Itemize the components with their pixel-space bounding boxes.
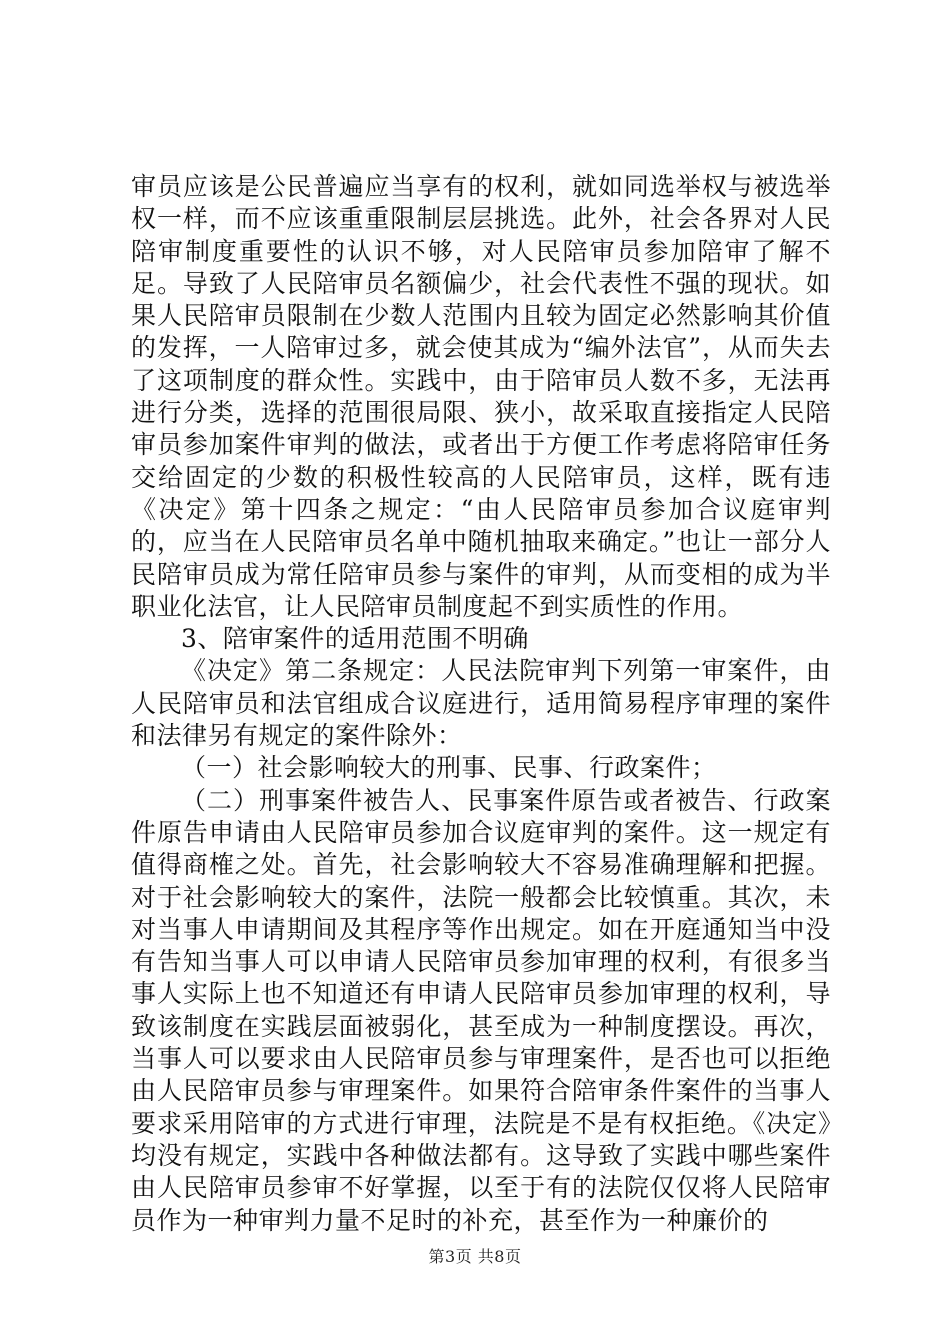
paragraph-2: 《决定》第二条规定：人民法院审判下列第一审案件，由人民陪审员和法官组成合议庭进行，适用简易程序审理的案件和法律另有规定的案件除外：: [131, 656, 831, 751]
page-footer: 第3页 共8页: [428, 1247, 522, 1266]
section-heading: 3、陪审案件的适用范围不明确: [181, 624, 529, 654]
document-body: [131, 171, 831, 1237]
list-item-1: （一）社会影响较大的刑事、民事、行政案件；: [181, 753, 717, 783]
paragraph-1: 审员应该是公民普遍应当享有的权利，就如同选举权与被选举权一样，而不应该重重限制层层挑选。此外，社会各界对人民陪审制度重要性的认识不够，对人民陪审员参加陪审了解不足。导致了人民陪审员名额偏少，社会代表性不强的现状。如果人民陪审员限制在少数人范围内且较为固定必然影响其价值的发挥，一人陪审过多，就会使其成为“编外法官”，从而失去了这项制度的群众性。实践中，由于陪审员人数不多，无法再进行分类，选择的范围很局限、狭小，故采取直接指定人民陪审员参加案件审判的做法，或者出于方便工作考虑将陪审任务交给固定的少数的积极性较高的人民陪审员，这样，既有违《决定》第十四条之规定：“由人民陪审员参加合议庭审判的，应当在人民陪审员名单中随机抽取来确定。”也让一部分人民陪审员成为常任陪审员参与案件的审判，从而变相的成为半职业化法官，让人民陪审员制度起不到实质性的作用。: [131, 172, 831, 621]
list-item-2: （二）刑事案件被告人、民事案件原告或者被告、行政案件原告申请由人民陪审员参加合议庭审判的案件。这一规定有值得商榷之处。首先，社会影响较大不容易准确理解和把握。对于社会影响较大的案件，法院一般都会比较慎重。其次，未对当事人申请期间及其程序等作出规定。如在开庭通知当中没有告知当事人可以申请人民陪审员参加审理的权利，有很多当事人实际上也不知道还有申请人民陪审员参加审理的权利，导致该制度在实践层面被弱化，甚至成为一种制度摆设。再次，当事人可以要求由人民陪审员参与审理案件，是否也可以拒绝由人民陪审员参与审理案件。如果符合陪审条件案件的当事人要求采用陪审的方式进行审理，法院是不是有权拒绝。《决定》均没有规定，实践中各种做法都有。这导致了实践中哪些案件由人民陪审员参审不好掌握，以至于有的法院仅仅将人民陪审员作为一种审判力量不足时的补充，甚至作为一种廉价的: [131, 785, 831, 1235]
